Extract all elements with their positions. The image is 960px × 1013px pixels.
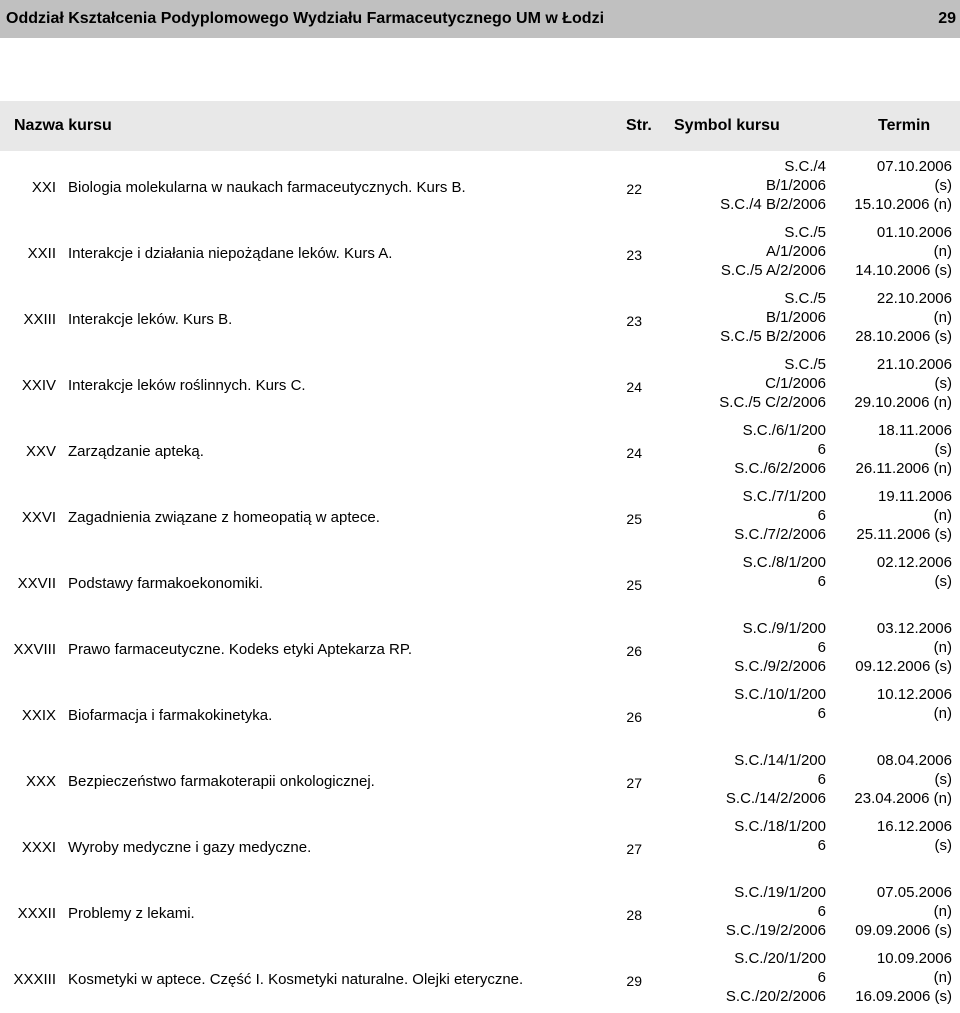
course-symbol-line: 6 <box>817 639 826 656</box>
course-page: 25 <box>626 511 642 527</box>
course-term-line: 10.09.2006 <box>876 950 952 967</box>
course-name: Biologia molekularna w naukach farmaceutycznych. Kurs B. <box>68 179 466 196</box>
course-number: XXXIII <box>13 971 56 988</box>
course-symbol <box>700 553 826 591</box>
course-name: Interakcje i działania niepożądane leków. Kurs A. <box>68 245 393 262</box>
course-term-line: 19.11.2006 <box>878 488 952 505</box>
course-page: 25 <box>626 577 642 593</box>
course-term <box>830 157 952 214</box>
course-symbol <box>700 685 826 723</box>
course-number: XXI <box>31 179 56 196</box>
page-header <box>0 0 960 38</box>
course-term <box>830 289 952 346</box>
course-page: 24 <box>626 379 642 395</box>
course-number: XXIV <box>21 377 56 394</box>
course-name: Biofarmacja i farmakokinetyka. <box>68 707 273 724</box>
course-term <box>830 487 952 544</box>
course-term-line: (s) <box>934 771 952 788</box>
course-page: 26 <box>626 643 642 659</box>
course-symbol-line: 6 <box>817 573 826 590</box>
course-term <box>830 949 952 1006</box>
course-symbol-line: S.C./5 <box>784 290 826 307</box>
course-page: 28 <box>626 907 642 923</box>
course-symbol-line: S.C./5 A/2/2006 <box>720 262 826 279</box>
course-page: 23 <box>626 247 642 263</box>
course-term-line: 29.10.2006 (n) <box>854 394 952 411</box>
course-term-line: (n) <box>933 309 952 326</box>
course-term-line: (n) <box>933 705 952 722</box>
column-header-symbol: Symbol kursu <box>674 117 780 134</box>
table-row <box>0 815 960 881</box>
table-row <box>0 353 960 419</box>
course-term-line: (n) <box>933 969 952 986</box>
course-term-line: 08.04.2006 <box>876 752 952 769</box>
course-symbol-line: S.C./7/2/2006 <box>734 526 826 543</box>
course-term <box>830 223 952 280</box>
table-row <box>0 617 960 683</box>
course-term-line: 25.11.2006 (s) <box>856 526 952 543</box>
course-page: 29 <box>626 973 642 989</box>
course-name: Bezpieczeństwo farmakoterapii onkologicznej. <box>68 773 375 790</box>
course-symbol-line: 6 <box>817 771 826 788</box>
course-page: 27 <box>626 775 642 791</box>
course-term <box>830 553 952 591</box>
course-term-line: (s) <box>934 177 952 194</box>
course-symbol <box>700 487 826 544</box>
table-row <box>0 221 960 287</box>
course-number: XXVIII <box>13 641 56 658</box>
course-symbol <box>700 619 826 676</box>
course-term-line: (n) <box>933 243 952 260</box>
table-header <box>0 101 960 151</box>
table-row <box>0 683 960 749</box>
course-term-line: 09.09.2006 (s) <box>855 922 952 939</box>
course-term-line: (n) <box>933 507 952 524</box>
course-term <box>830 883 952 940</box>
course-term-line: 14.10.2006 (s) <box>855 262 952 279</box>
course-symbol-line: S.C./5 <box>784 356 826 373</box>
course-term <box>830 817 952 855</box>
course-page: 23 <box>626 313 642 329</box>
course-symbol <box>700 883 826 940</box>
course-term-line: 03.12.2006 <box>876 620 952 637</box>
course-symbol-line: S.C./6/2/2006 <box>734 460 826 477</box>
course-symbol <box>700 289 826 346</box>
course-symbol <box>700 355 826 412</box>
course-name: Zarządzanie apteką. <box>68 443 204 460</box>
course-term-line: 26.11.2006 (n) <box>855 460 952 477</box>
course-term-line: (n) <box>933 639 952 656</box>
table-row <box>0 485 960 551</box>
course-term-line: 23.04.2006 (n) <box>854 790 952 807</box>
course-symbol-line: S.C./9/2/2006 <box>734 658 826 675</box>
course-term <box>830 355 952 412</box>
course-symbol-line: S.C./7/1/200 <box>742 488 826 505</box>
page-number: 29 <box>938 10 956 27</box>
course-symbol-line: A/1/2006 <box>765 243 826 260</box>
table-row <box>0 419 960 485</box>
column-header-name: Nazwa kursu <box>14 117 112 134</box>
course-symbol-line: 6 <box>817 903 826 920</box>
course-symbol-line: S.C./20/2/2006 <box>725 988 826 1005</box>
course-page: 26 <box>626 709 642 725</box>
course-term-line: (s) <box>934 837 952 854</box>
course-symbol <box>700 223 826 280</box>
course-term-line: 09.12.2006 (s) <box>855 658 952 675</box>
course-name: Problemy z lekami. <box>68 905 195 922</box>
column-header-term: Termin <box>878 117 931 134</box>
course-number: XXIX <box>21 707 56 724</box>
course-number: XXIII <box>23 311 56 328</box>
course-term <box>830 751 952 808</box>
course-term-line: 15.10.2006 (n) <box>854 196 952 213</box>
table-row <box>0 551 960 617</box>
course-symbol-line: C/1/2006 <box>765 375 826 392</box>
course-symbol-line: S.C./18/1/200 <box>734 818 826 835</box>
course-symbol-line: S.C./5 <box>784 224 826 241</box>
course-name: Podstawy farmakoekonomiki. <box>68 575 264 592</box>
course-symbol-line: S.C./9/1/200 <box>742 620 826 637</box>
course-name: Interakcje leków. Kurs B. <box>68 311 233 328</box>
course-number: XXX <box>25 773 56 790</box>
course-term-line: 22.10.2006 <box>876 290 952 307</box>
course-term <box>830 421 952 478</box>
course-term-line: 07.05.2006 <box>876 884 952 901</box>
course-symbol-line: S.C./6/1/200 <box>742 422 826 439</box>
course-symbol-line: B/1/2006 <box>765 177 826 194</box>
course-name: Interakcje leków roślinnych. Kurs C. <box>68 377 306 394</box>
table-row <box>0 155 960 221</box>
course-term <box>830 685 952 723</box>
course-symbol-line: 6 <box>817 441 826 458</box>
course-term-line: 28.10.2006 (s) <box>855 328 952 345</box>
course-term-line: 02.12.2006 <box>876 554 952 571</box>
course-term-line: 01.10.2006 <box>876 224 952 241</box>
course-page: 27 <box>626 841 642 857</box>
table-row <box>0 287 960 353</box>
course-symbol <box>700 817 826 855</box>
course-term-line: (n) <box>933 903 952 920</box>
course-symbol-line: S.C./20/1/200 <box>734 950 826 967</box>
course-name: Zagadnienia związane z homeopatią w aptece. <box>68 509 380 526</box>
course-table <box>0 155 960 1013</box>
course-name: Prawo farmaceutyczne. Kodeks etyki Aptekarza RP. <box>68 641 413 658</box>
document-title: Oddział Kształcenia Podyplomowego Wydziału Farmaceutycznego UM w Łodzi <box>6 10 605 27</box>
course-symbol <box>700 157 826 214</box>
course-symbol-line: S.C./14/1/200 <box>734 752 826 769</box>
course-symbol-line: S.C./10/1/200 <box>734 686 826 703</box>
course-name: Kosmetyki w aptece. Część I. Kosmetyki naturalne. Olejki eteryczne. <box>68 971 524 988</box>
course-symbol <box>700 751 826 808</box>
course-symbol-line: S.C./5 B/2/2006 <box>720 328 826 345</box>
course-symbol <box>700 421 826 478</box>
course-term-line: 16.09.2006 (s) <box>855 988 952 1005</box>
course-term-line: 16.12.2006 <box>876 818 952 835</box>
course-symbol-line: B/1/2006 <box>765 309 826 326</box>
course-symbol-line: S.C./19/2/2006 <box>725 922 826 939</box>
course-symbol-line: S.C./14/2/2006 <box>725 790 826 807</box>
course-symbol-line: 6 <box>817 507 826 524</box>
table-row <box>0 881 960 947</box>
table-row <box>0 947 960 1013</box>
course-term-line: (s) <box>934 375 952 392</box>
course-symbol-line: 6 <box>817 969 826 986</box>
course-number: XXXII <box>17 905 56 922</box>
course-symbol-line: S.C./4 <box>784 158 826 175</box>
column-header-page: Str. <box>626 117 652 134</box>
course-term-line: (s) <box>934 573 952 590</box>
course-symbol <box>700 949 826 1006</box>
course-name: Wyroby medyczne i gazy medyczne. <box>68 839 312 856</box>
course-symbol-line: S.C./8/1/200 <box>742 554 826 571</box>
course-term-line: 10.12.2006 <box>876 686 952 703</box>
course-page: 22 <box>626 181 642 197</box>
course-term-line: 21.10.2006 <box>876 356 952 373</box>
course-symbol-line: S.C./5 C/2/2006 <box>719 394 826 411</box>
course-term-line: (s) <box>934 441 952 458</box>
table-row <box>0 749 960 815</box>
course-symbol-line: 6 <box>817 705 826 722</box>
course-number: XXVI <box>21 509 56 526</box>
course-number: XXXI <box>21 839 56 856</box>
course-number: XXV <box>25 443 56 460</box>
course-number: XXVII <box>17 575 56 592</box>
course-symbol-line: S.C./4 B/2/2006 <box>720 196 826 213</box>
course-term <box>830 619 952 676</box>
course-term-line: 18.11.2006 <box>878 422 952 439</box>
course-term-line: 07.10.2006 <box>876 158 952 175</box>
course-symbol-line: S.C./19/1/200 <box>734 884 826 901</box>
course-page: 24 <box>626 445 642 461</box>
course-symbol-line: 6 <box>817 837 826 854</box>
course-number: XXII <box>27 245 56 262</box>
